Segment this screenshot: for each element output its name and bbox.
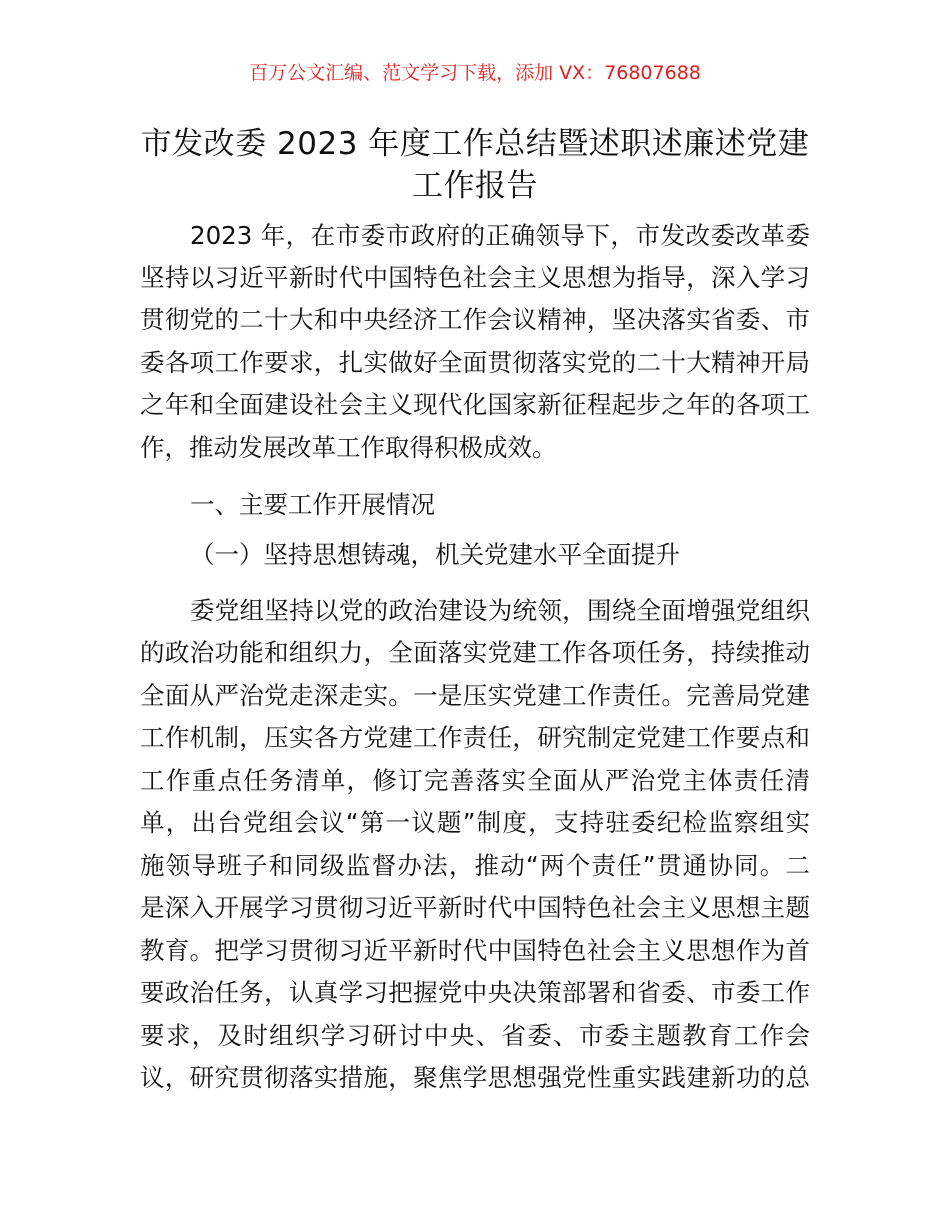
- text-line: 议，研究贯彻落实措施，聚焦学思想强党性重实践建新功的总: [140, 1063, 810, 1092]
- text-line: 施领导班子和同级监督办法，推动“两个责任”贯通协同。二: [140, 851, 810, 880]
- document-title-line-2: 工作报告: [412, 168, 538, 204]
- text-line: 委各项工作要求，扎实做好全面贯彻落实党的二十大精神开局: [140, 348, 810, 377]
- text-line: 贯彻党的二十大和中央经济工作会议精神，坚决落实省委、市: [140, 305, 810, 334]
- text-line: 是深入开展学习贯彻习近平新时代中国特色社会主义思想主题: [140, 893, 810, 922]
- text-line: 作，推动发展改革工作取得积极成效。: [140, 433, 557, 462]
- document-title-line-1: 市发改委 2023 年度工作总结暨述职述廉述党建: [140, 126, 810, 162]
- text-line: 要政治任务，认真学习把握党中央决策部署和省委、市委工作: [140, 978, 810, 1007]
- watermark-banner: 百万公文汇编、范文学习下载，添加 VX：76807688: [249, 62, 701, 84]
- text-line: 2023 年，在市委市政府的正确领导下，市发改委改革委: [190, 221, 810, 250]
- text-line: 之年和全面建设社会主义现代化国家新征程起步之年的各项工: [140, 390, 810, 419]
- text-line: 教育。把学习贯彻习近平新时代中国特色社会主义思想作为首: [140, 936, 810, 965]
- text-line: 要求，及时组织学习研讨中央、省委、市委主题教育工作会: [140, 1021, 810, 1050]
- text-line: 全面从严治党走深走实。一是压实党建工作责任。完善局党建: [140, 681, 810, 710]
- text-line: 坚持以习近平新时代中国特色社会主义思想为指导，深入学习: [140, 263, 810, 292]
- text-line: 委党组坚持以党的政治建设为统领，围绕全面增强党组织: [190, 596, 810, 625]
- text-line: 的政治功能和组织力，全面落实党建工作各项任务，持续推动: [140, 638, 810, 667]
- text-line: 工作机制，压实各方党建工作责任，研究制定党建工作要点和: [140, 723, 810, 752]
- subsection-heading: （一）坚持思想铸魂，机关党建水平全面提升: [190, 540, 680, 569]
- section-heading: 一、主要工作开展情况: [190, 490, 435, 519]
- text-line: 单，出台党组会议“第一议题”制度，支持驻委纪检监察组实: [140, 808, 810, 837]
- text-line: 工作重点任务清单，修订完善落实全面从严治党主体责任清: [140, 766, 810, 795]
